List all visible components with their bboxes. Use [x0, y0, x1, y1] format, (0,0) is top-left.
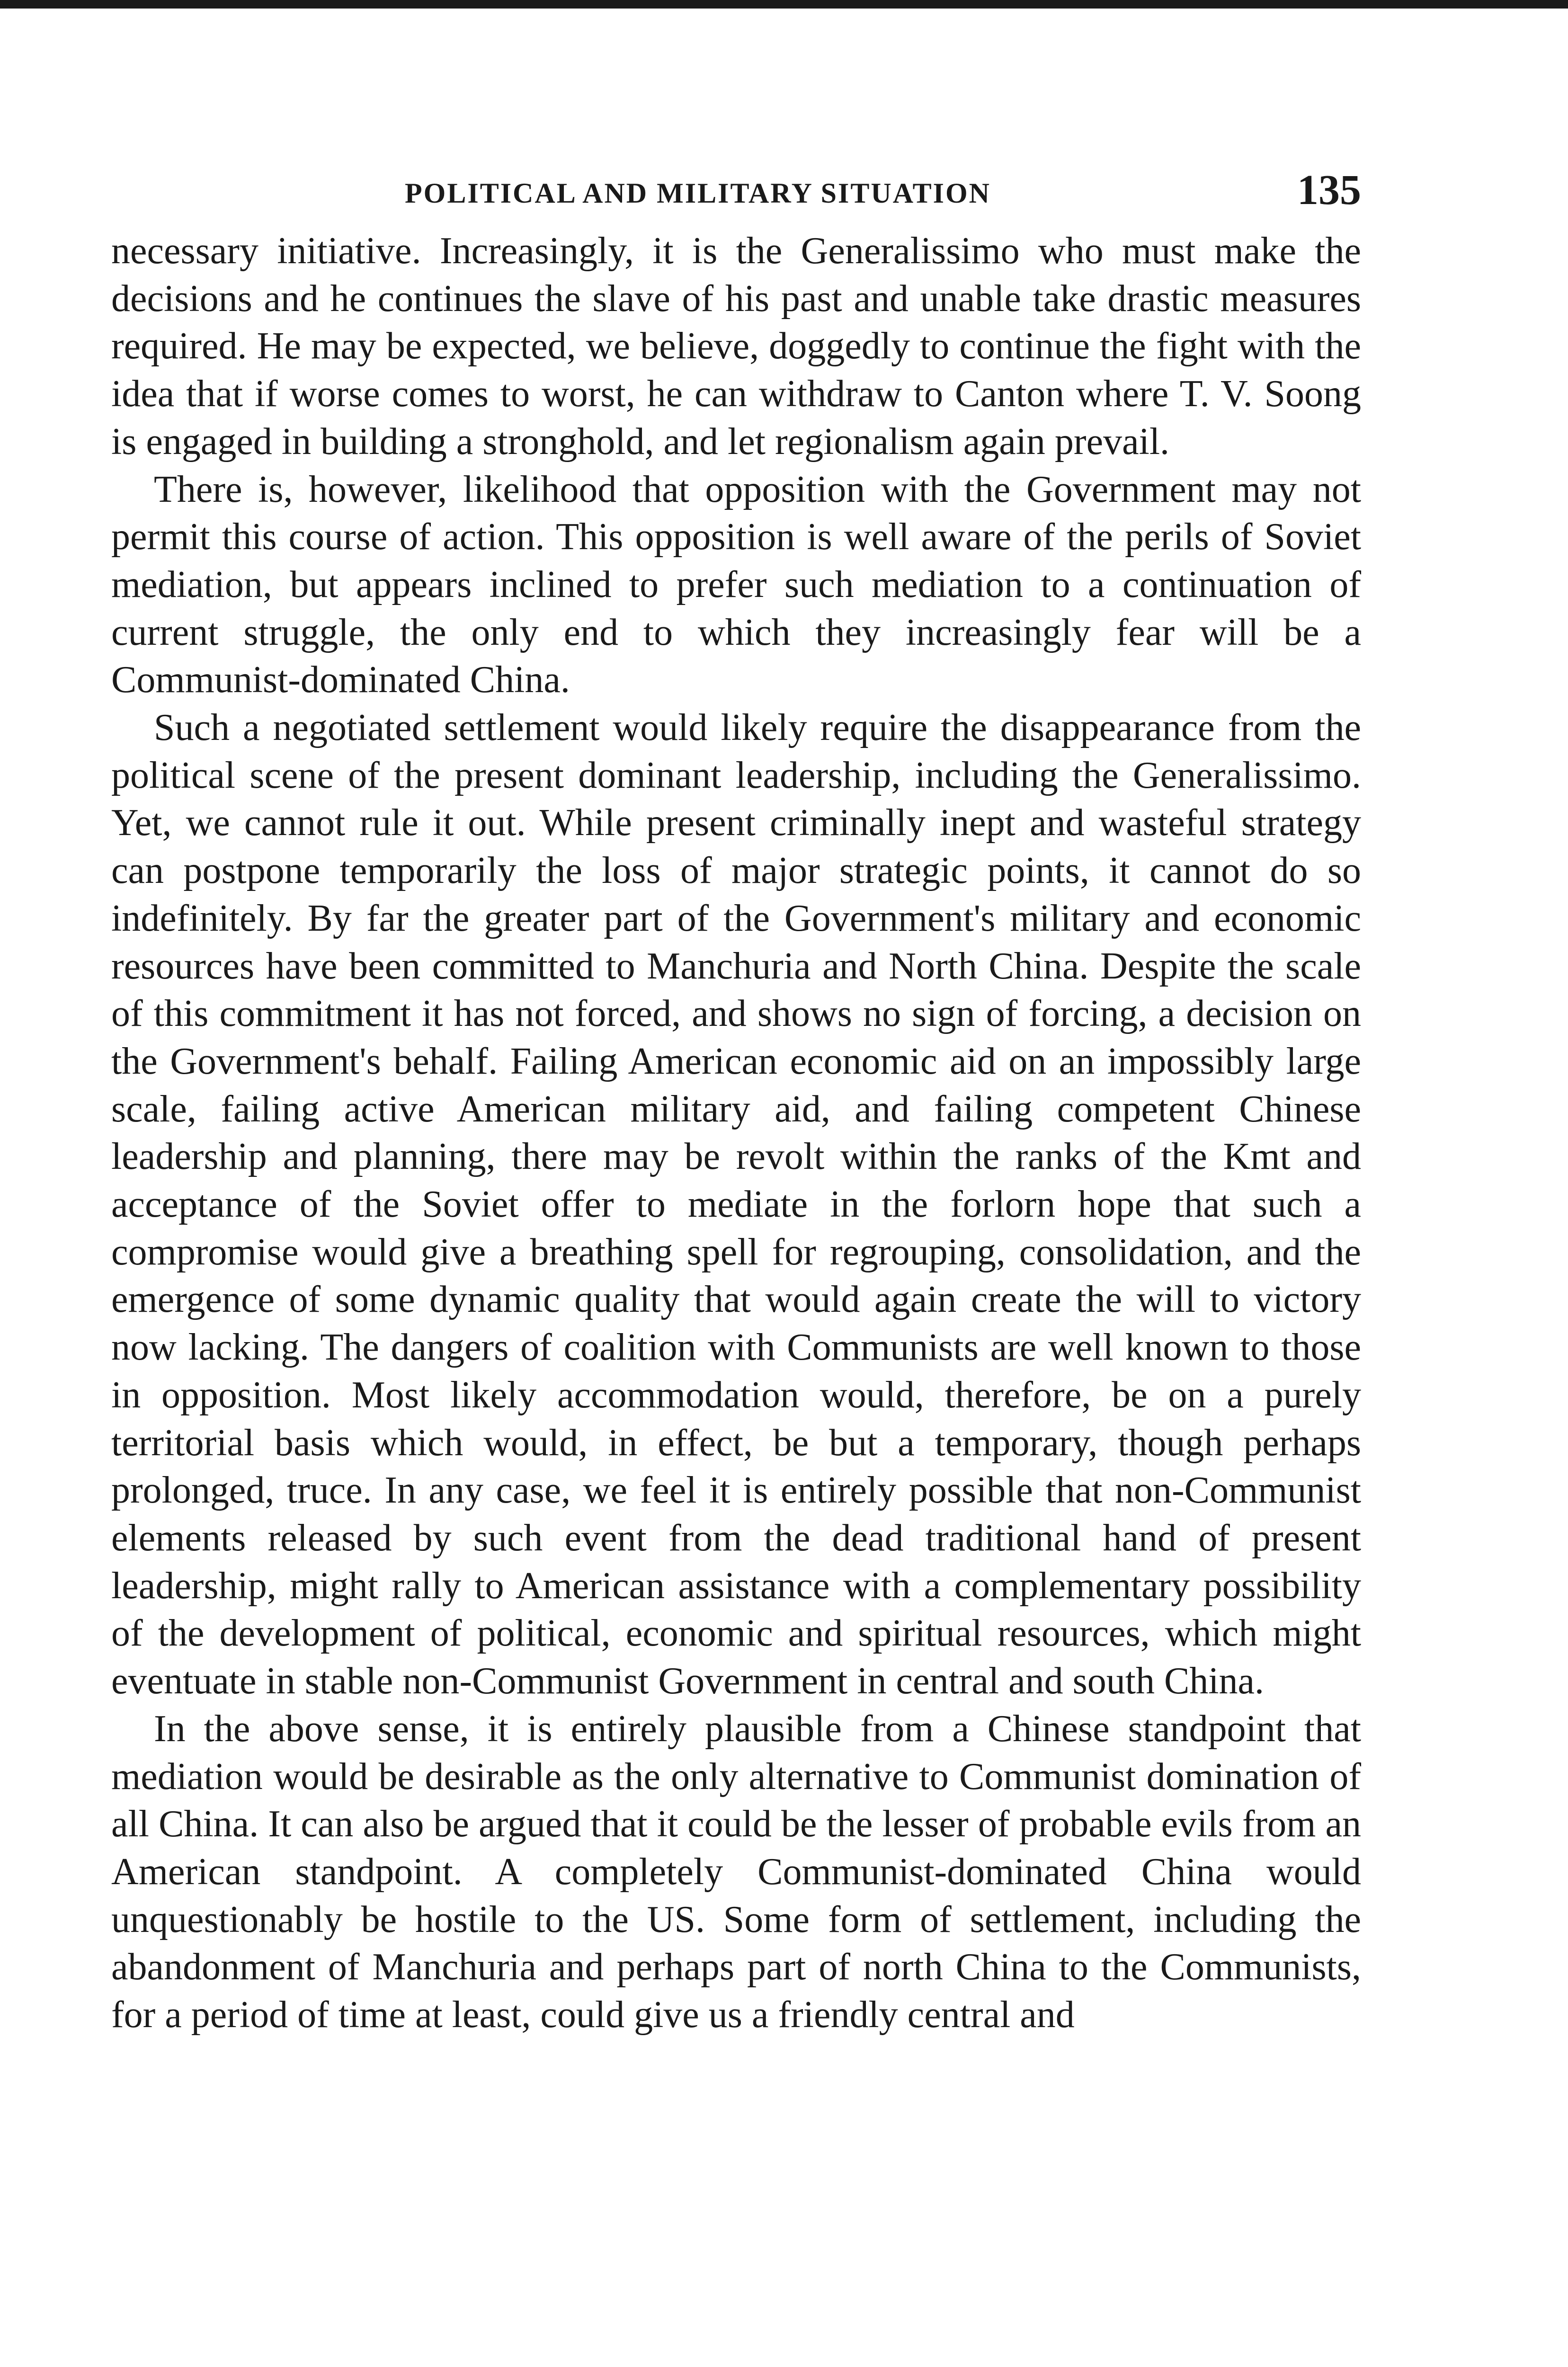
page-number: 135 — [1297, 167, 1361, 214]
paragraph-1: necessary initiative. Increasingly, it is the Generalissimo who must make the decisions and he continues the slave of his past and unable take drastic measures required. He may be expected, we believe, doggedly to continue the fight with the idea that if worse comes to worst, he can withdraw to Canton where T. V. Soong is engaged in building a stronghold, and let regionalism again prevail. — [111, 230, 1361, 463]
running-title: POLITICAL AND MILITARY SITUATION — [405, 178, 991, 209]
top-border-rule — [0, 0, 1568, 9]
running-header — [111, 156, 1361, 214]
paragraph-4: In the above sense, it is entirely plausible from a Chinese standpoint that mediation would be desirable as the only alternative to Communist domination of all China. It can also be argued that it could be the lesser of probable evils from an American standpoint. A completely Communist-dominated China would unquestionably be hostile to the US. Some form of settlement, including the abandonment of Manchuria and perhaps part of north China to the Communists, for a period of time at least, could give us a friendly central and — [111, 1708, 1361, 2036]
paragraph-3: Such a negotiated settlement would likely require the disappearance from the political scene of the present dominant leadership, including the Generalissimo. Yet, we cannot rule it out. While present criminally inept and wasteful strategy can postpone temporarily the loss of major strategic points, it cannot do so indefinitely. By far the greater part of the Government's military and economic resources have been committed to Manchuria and North China. Despite the scale of this commitment it has not forced, and shows no sign of forcing, a decision on the Government's behalf. Failing American economic aid on an impossibly large scale, failing active American military aid, and failing competent Chinese leadership and planning, there may be revolt within the ranks of the Kmt and acceptance of the Soviet offer to mediate in the forlorn hope that such a compromise would give a breathing spell for regrouping, consolidation, and the emergence of some dynamic quality that would again create the will to victory now lacking. The dangers of coalition with Communists are well known to those in opposition. Most likely accommodation would, therefore, be on a purely territorial basis which would, in effect, be but a temporary, though perhaps prolonged, truce. In any case, we feel it is entirely possible that non-Communist elements released by such event from the dead traditional hand of present leadership, might rally to American assistance with a complementary possibility of the development of political, economic and spiritual resources, which might eventuate in stable non-Communist Government in central and south China. — [111, 707, 1361, 1702]
page-body — [111, 227, 1361, 2039]
book-page — [111, 156, 1361, 2039]
paragraph-2: There is, however, likelihood that opposition with the Government may not permit this course of action. This opposition is well aware of the perils of Soviet mediation, but appears inclined to prefer such mediation to a continuation of current struggle, the only end to which they increasingly fear will be a Communist-dominated China. — [111, 468, 1361, 701]
